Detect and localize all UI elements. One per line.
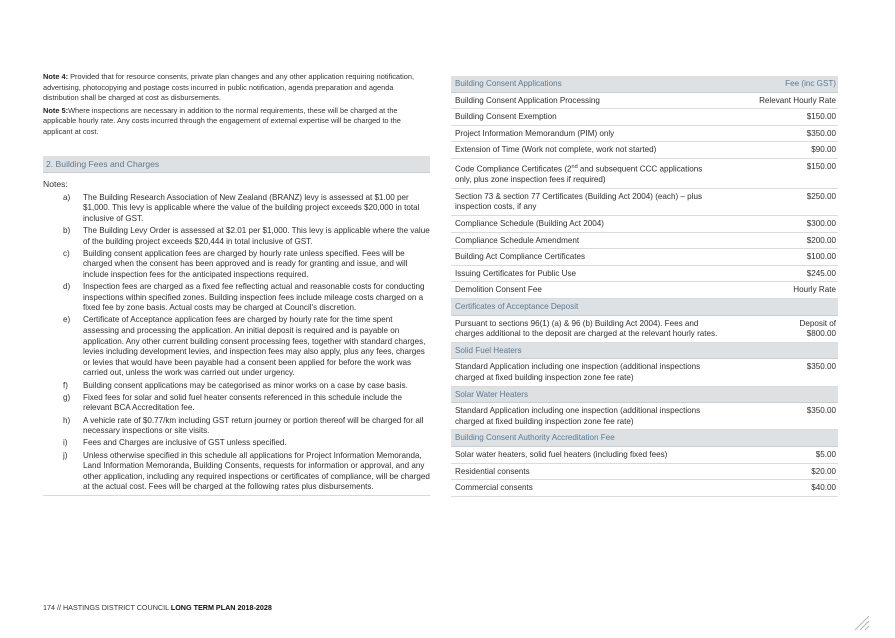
table-row: Building Consent Exemption $150.00 — [451, 109, 838, 126]
note-4: Note 4: Provided that for resource consents, private plan changes and any other application requiring notification, advertising, photocopying and postage costs incurred in public notification, agenda preparation and agenda distribution shall be charged at cost as disbursements. — [43, 72, 414, 103]
list-item: j) Unless otherwise specified in this schedule all applications for Project Information Memoranda, Land Information Memoranda, Building Consents, requests for information or approval, and any other application, including any required inspections or certificates of compliance, will be charged at the actual cost. Fees will be charged at the following rates plus disbursements. — [63, 450, 430, 492]
table-row: Commercial consents $40.00 — [451, 480, 838, 497]
list-item: i) Fees and Charges are inclusive of GST unless specified. — [63, 438, 287, 448]
table-row: Residential consents $20.00 — [451, 463, 838, 480]
table-row: Issuing Certificates for Public Use $245.00 — [451, 265, 838, 282]
left-column — [43, 72, 430, 496]
table-row: Compliance Schedule (Building Act 2004) $300.00 — [451, 216, 838, 233]
table-subheader-row: Solar Water Heaters — [451, 386, 838, 403]
table-row: Demolition Consent Fee Hourly Rate — [451, 282, 838, 299]
table-row: Solar water heaters, solid fuel heaters (including fixed fees) $5.00 — [451, 446, 838, 463]
table-row: Project Information Memorandum (PIM) only $350.00 — [451, 125, 838, 142]
header-fee: Fee (inc GST) — [722, 76, 838, 92]
notes-list — [43, 193, 430, 493]
list-item: g) Fixed fees for solar and solid fuel heater consents referenced in this schedule include the relevant BCA Accreditation fee. — [63, 392, 402, 413]
table-subheader-row: Certificates of Acceptance Deposit — [451, 299, 838, 316]
divider — [43, 495, 430, 496]
table-header-row — [451, 76, 838, 92]
table-row: Building Consent Application Processing Relevant Hourly Rate — [451, 92, 838, 109]
table-row: Code Compliance Certificates (2nd and subsequent CCC applications only, plus zone inspection fees if required) $150.00 — [451, 158, 838, 188]
table-row: Pursuant to sections 96(1) (a) & 96 (b) Building Act 2004). Fees and charges additional to the deposit are charged at the relevant hourly rates. Deposit of $800.00 — [451, 315, 838, 342]
table-row: Section 73 & section 77 Certificates (Building Act 2004) (each) – plus inspection costs, if any $250.00 — [451, 188, 838, 215]
list-item: d) Inspection fees are charged as a fixed fee reflecting actual and reasonable costs for conducting inspections within specified zones. Building inspection fees include mileage costs charged on a fixed fee by zone basis. Actual costs may be charged at Council's discretion. — [63, 282, 425, 313]
table-subheader-row: Solid Fuel Heaters — [451, 342, 838, 359]
notes-label: Notes: — [43, 178, 68, 189]
table-subheader-row: Building Consent Authority Accreditation Fee — [451, 430, 838, 447]
page-corner-mark — [855, 616, 869, 630]
note-5: Note 5:Where inspections are necessary in addition to the normal requirements, these will be charged at the applicable hourly rate. Any costs incurred through the engagement of external expertise will be charged to the applicant at cost. — [43, 105, 401, 136]
list-item: c) Building consent application fees are charged by hourly rate unless specified. Fees will be charged when the consent has been approved and is ready for granting and issue, and will include inspection fees for the anticipated inspections required. — [63, 248, 408, 279]
table-row: Compliance Schedule Amendment $200.00 — [451, 232, 838, 249]
header-label: Building Consent Applications — [451, 76, 722, 92]
list-item: b) The Building Levy Order is assessed at $2.01 per $1,000. This levy is applicable where the value of the building project exceeds $20,444 in total inclusive of GST. — [63, 225, 430, 246]
list-item: e) Certificate of Acceptance application fees are charged by hourly rate for the time spent assessing and processing the application. An initial deposit is required and is payable on application. Any other current building consent processing fees, together with standard charges, levies including development levies, and inspection fees may also apply, plus any fees, charges or levies that would have been payable had a consent been applied for before the work was carried out, unless the work was carried out under urgency. — [63, 315, 426, 378]
table-row: Standard Application including one inspection (additional inspections charged at fixed building inspection zone fee rate) $350.00 — [451, 359, 838, 386]
list-item: h) A vehicle rate of $0.77/km including GST return journey or portion thereof will be charged for all necessary inspections or site visits. — [63, 415, 424, 436]
list-item: f) Building consent applications may be categorised as minor works on a case by case basis. — [63, 380, 408, 390]
table-row: Extension of Time (Work not complete, work not started) $90.00 — [451, 142, 838, 159]
fees-table — [451, 76, 838, 497]
table-row: Standard Application including one inspection (additional inspections charged at fixed building inspection zone fee rate) $350.00 — [451, 403, 838, 430]
fees-table-column — [451, 76, 838, 497]
list-item: a) The Building Research Association of New Zealand (BRANZ) levy is assessed at $1.00 per $1,000. This levy is applicable where the value of the building project exceeds $20,000 in total inclusive of GST. — [63, 192, 420, 223]
table-row: Building Act Compliance Certificates $100.00 — [451, 249, 838, 266]
section-heading: 2. Building Fees and Charges — [43, 156, 430, 173]
page-footer: 174 // HASTINGS DISTRICT COUNCIL LONG TERM PLAN 2018-2028 — [43, 603, 272, 612]
